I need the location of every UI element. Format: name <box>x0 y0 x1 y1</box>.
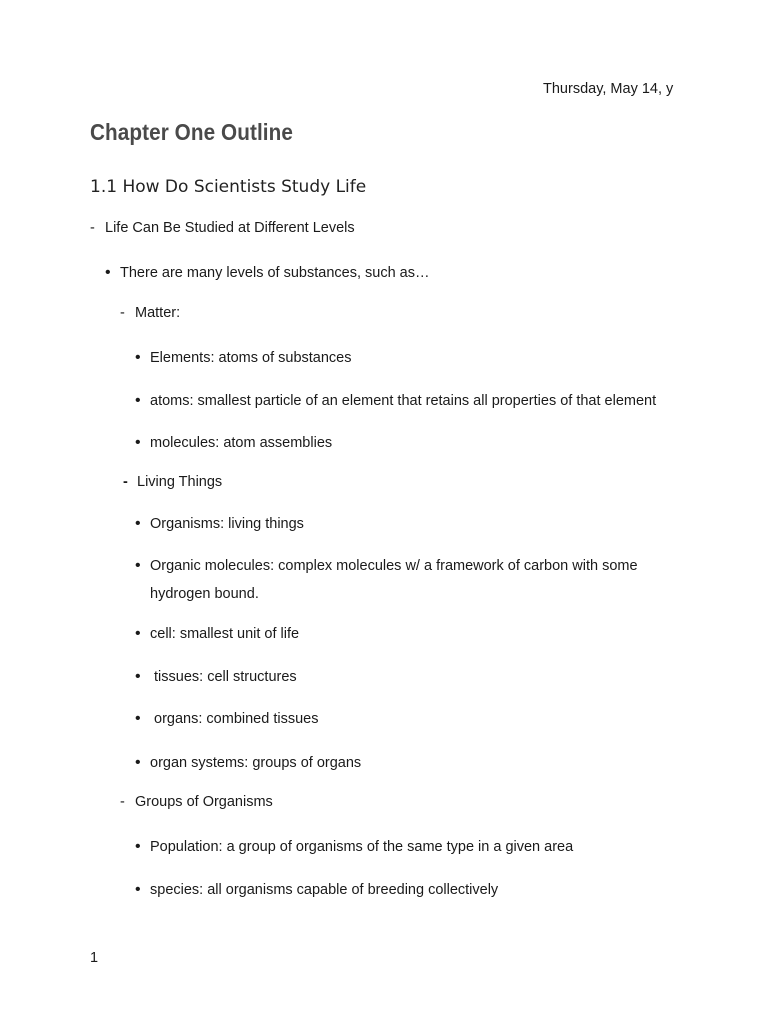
document-title: Chapter One Outline <box>90 119 293 145</box>
dash-marker: - <box>90 220 95 236</box>
list-item: atoms: smallest particle of an element that retains all properties of that element <box>150 393 657 409</box>
group-heading-matter: Matter: <box>135 305 181 321</box>
bullet-marker: • <box>135 392 141 409</box>
list-item: organ systems: groups of organs <box>150 755 362 771</box>
list-item: Organisms: living things <box>150 516 304 532</box>
outline-topic: Life Can Be Studied at Different Levels <box>105 220 355 236</box>
list-item: species: all organisms capable of breeding collectively <box>150 882 499 898</box>
list-item: tissues: cell structures <box>150 669 297 685</box>
bullet-marker: • <box>105 264 111 281</box>
list-item-continuation: hydrogen bound. <box>150 586 259 602</box>
bullet-marker: • <box>135 668 141 685</box>
dash-marker: - <box>120 305 125 321</box>
bullet-marker: • <box>135 710 141 727</box>
dash-marker: - <box>123 474 128 490</box>
list-item: cell: smallest unit of life <box>150 626 300 642</box>
bullet-marker: • <box>135 515 141 532</box>
bullet-marker: • <box>135 349 141 366</box>
list-item: Organic molecules: complex molecules w/ a framework of carbon with some <box>150 558 638 574</box>
list-item: Elements: atoms of substances <box>150 350 352 366</box>
bullet-marker: • <box>135 625 141 642</box>
list-item: organs: combined tissues <box>150 711 319 727</box>
bullet-marker: • <box>135 881 141 898</box>
outline-subtopic: There are many levels of substances, such as… <box>120 265 430 281</box>
page-number: 1 <box>90 950 99 966</box>
dash-marker: - <box>120 794 125 810</box>
section-heading: 1.1 How Do Scientists Study Life <box>90 177 367 197</box>
bullet-marker: • <box>135 838 141 855</box>
bullet-marker: • <box>135 754 141 771</box>
group-heading-living-things: Living Things <box>137 474 223 490</box>
list-item: molecules: atom assemblies <box>150 435 333 451</box>
document-date: Thursday, May 14, y <box>543 81 674 97</box>
list-item: Population: a group of organisms of the same type in a given area <box>150 839 574 855</box>
bullet-marker: • <box>135 434 141 451</box>
bullet-marker: • <box>135 557 141 574</box>
group-heading-groups-of-organisms: Groups of Organisms <box>135 794 273 810</box>
